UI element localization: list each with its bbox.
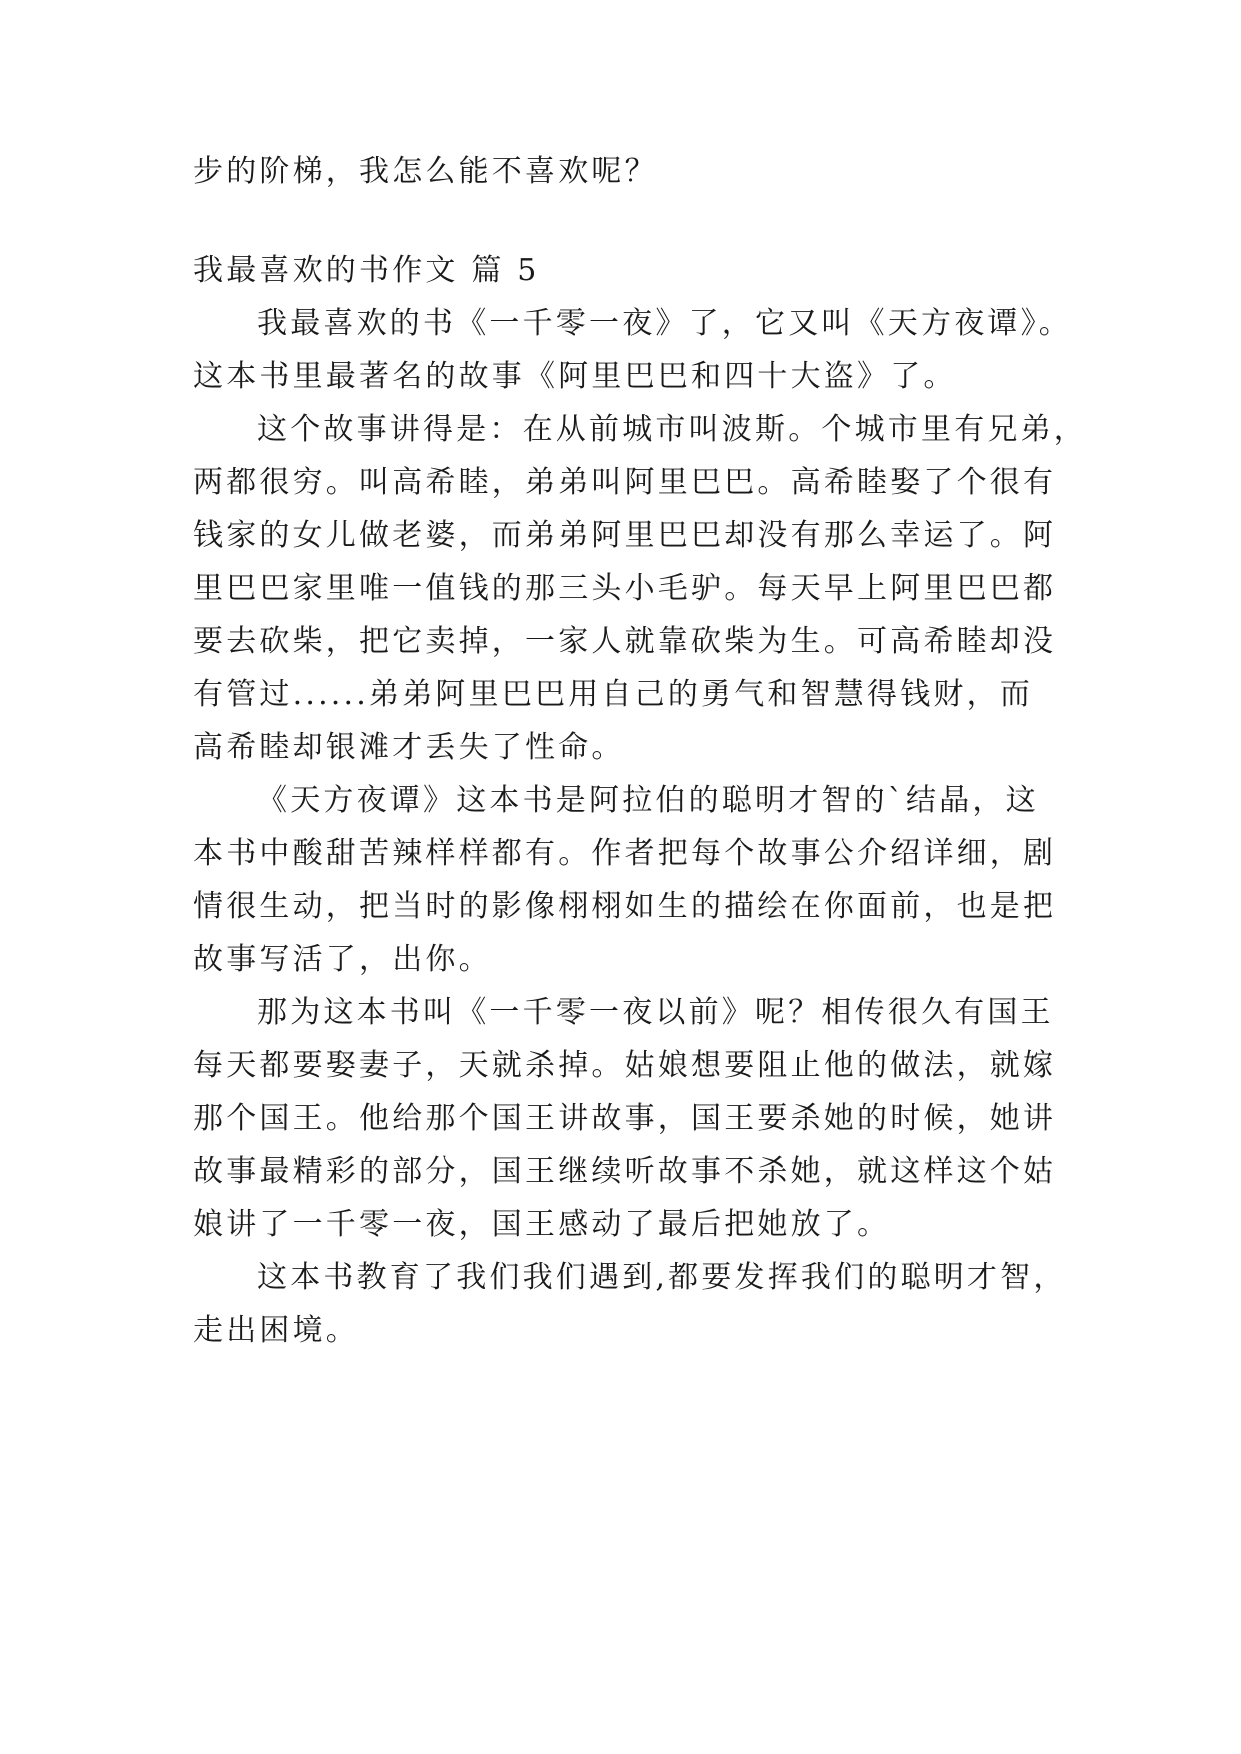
paragraph-line: 两都很穷。叫高希睦，弟弟叫阿里巴巴。高希睦娶了个很有 [193,465,1057,500]
paragraph-line: 钱家的女儿做老婆，而弟弟阿里巴巴却没有那么幸运了。阿 [193,518,1057,553]
paragraph-line: 走出困境。 [193,1313,359,1348]
paragraph-line: 娘讲了一千零一夜，国王感动了最后把她放了。 [193,1207,891,1242]
paragraph-line: 里巴巴家里唯一值钱的那三头小毛驴。每天早上阿里巴巴都 [193,571,1057,606]
paragraph-line: 要去砍柴，把它卖掉，一家人就靠砍柴为生。可高希睦却没 [193,624,1057,659]
paragraph-line: 本书中酸甜苦辣样样都有。作者把每个故事公介绍详细，剧 [193,836,1057,871]
paragraph-line: 这本书里最著名的故事《阿里巴巴和四十大盗》了。 [193,359,957,394]
paragraph-line: 每天都要娶妻子，天就杀掉。姑娘想要阻止他的做法，就嫁 [193,1048,1057,1083]
paragraph-line: 情很生动，把当时的影像栩栩如生的描绘在你面前，也是把 [193,889,1057,924]
paragraph-line: 高希睦却银滩才丢失了性命。 [193,730,625,765]
paragraph-line: 《天方夜谭》这本书是阿拉伯的聪明才智的`结晶，这 [257,783,1039,818]
paragraph-line: 有管过......弟弟阿里巴巴用自己的勇气和智慧得钱财，而 [193,677,1034,712]
paragraph-line: 我最喜欢的书《一千零一夜》了，它又叫《天方夜谭》。 [257,306,1072,341]
paragraph-line: 故事写活了，出你。 [193,942,492,977]
paragraph-line: 这个故事讲得是：在从前城市叫波斯。个城市里有兄弟， [257,412,1087,447]
paragraph-line: 那为这本书叫《一千零一夜以前》呢？相传很久有国王 [257,995,1054,1030]
text-line: 步的阶梯，我怎么能不喜欢呢？ [193,154,658,189]
paragraph-line: 故事最精彩的部分，国王继续听故事不杀她，就这样这个姑 [193,1154,1057,1189]
paragraph-line: 这本书教育了我们我们遇到,都要发挥我们的聪明才智， [257,1260,1067,1295]
section-heading: 我最喜欢的书作文 篇 5 [193,253,540,288]
paragraph-line: 那个国王。他给那个国王讲故事，国王要杀她的时候，她讲 [193,1101,1057,1136]
